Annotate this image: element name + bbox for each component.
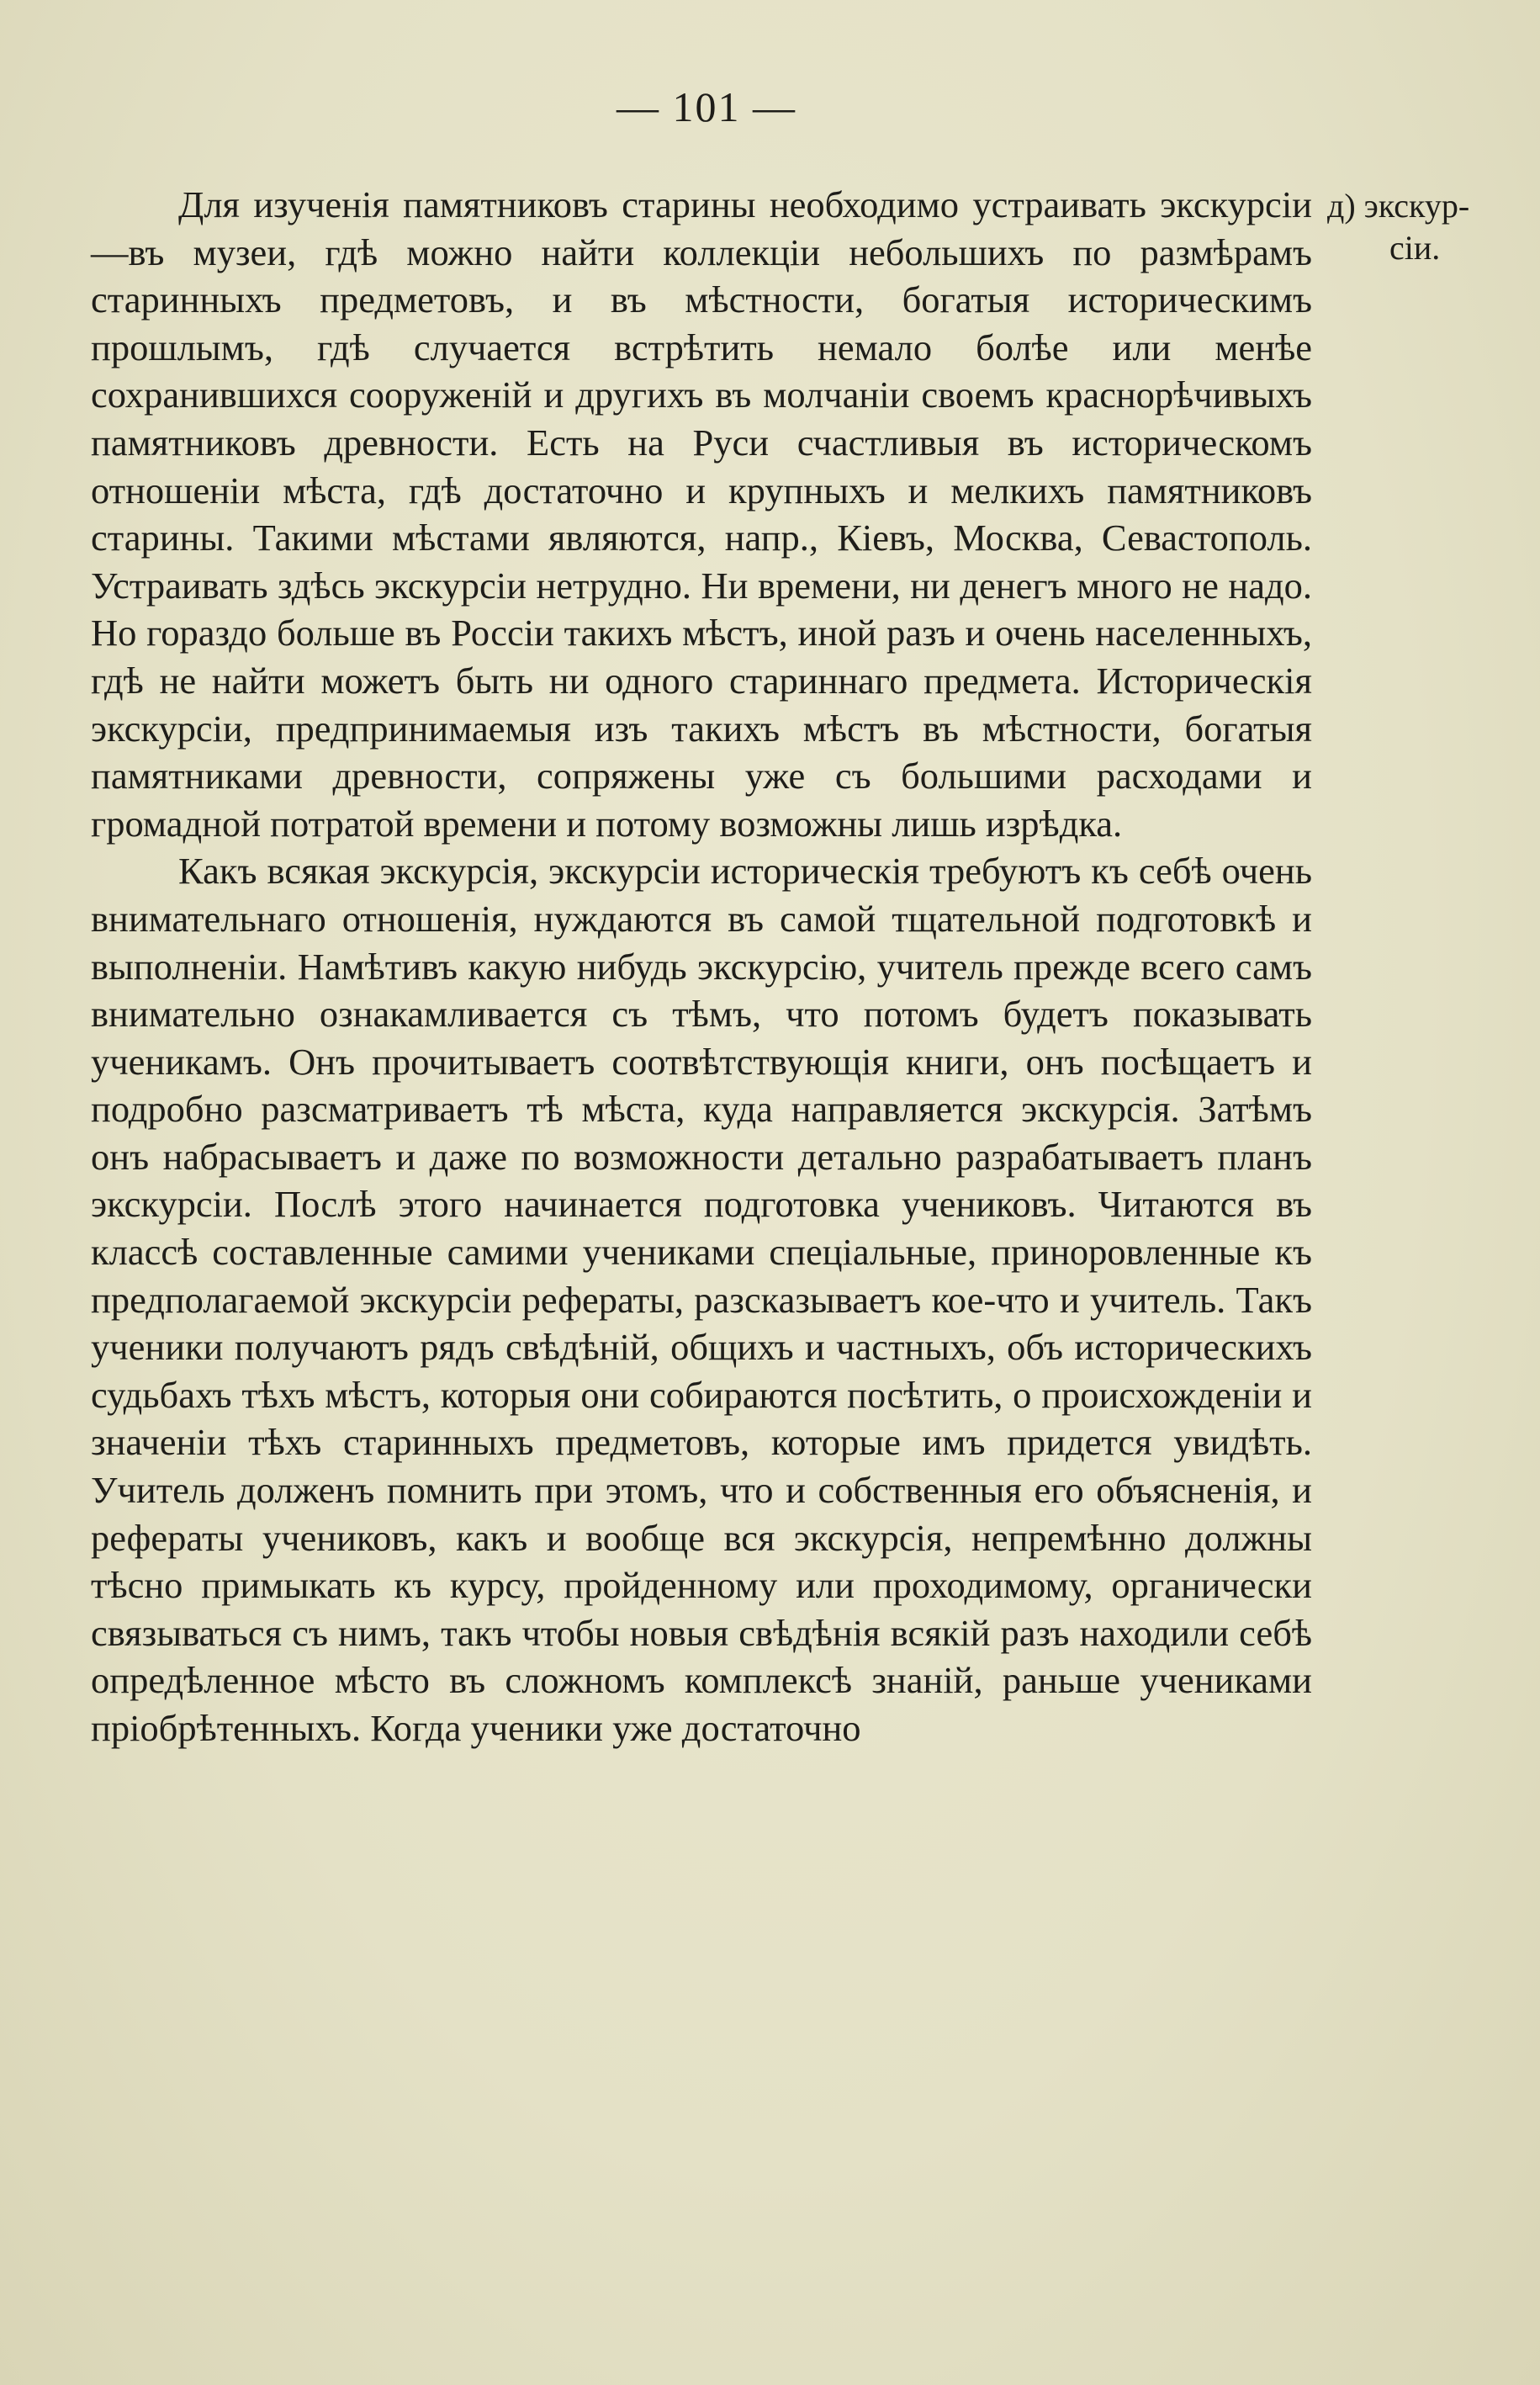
- paragraph-2: Какъ всякая экскурсія, экскурсіи историческія требуютъ къ себѣ очень внимательнаго отношенія, нуждаются въ самой тщательной подготовкѣ и выполненіи. Намѣтивъ какую нибудь экскурсію, учитель прежде всего самъ внимательно ознакамливается съ тѣмъ, что потомъ будетъ показывать ученикамъ. Онъ прочитываетъ соотвѣтствующія книги, онъ посѣщаетъ и подробно разсматриваетъ тѣ мѣста, куда направляется экскурсія. Затѣмъ онъ набрасываетъ и даже по возможности детально разрабатываетъ планъ экскурсіи. Послѣ этого начинается подготовка учениковъ. Читаются въ классѣ составленные самими учениками спеціальные, приноровленные къ предполагаемой экскурсіи рефераты, разсказываетъ кое-что и учитель. Такъ ученики получаютъ рядъ свѣдѣній, общихъ и частныхъ, объ историческихъ судьбахъ тѣхъ мѣстъ, которыя они собираются посѣтить, о происхожденіи и значеніи тѣхъ старинныхъ предметовъ, которые имъ придется увидѣть. Учитель долженъ помнить при этомъ, что и собственныя его объясненія, и рефераты учениковъ, какъ и вообще вся экскурсія, непремѣнно должны тѣсно примыкать къ курсу, пройденному или проходимому, органически связываться съ нимъ, такъ чтобы новыя свѣдѣнія всякій разъ находили себѣ опредѣленное мѣсто въ сложномъ комплексѣ знаній, раньше учениками пріобрѣтенныхъ. Когда ученики уже достаточно: [91, 850, 1312, 1749]
- page-number: — 101 —: [617, 83, 796, 130]
- margin-note: [1327, 185, 1529, 269]
- margin-note-line-2: сіи.: [1389, 229, 1441, 267]
- body-text: [91, 181, 1312, 1752]
- paragraph-1: Для изученія памятниковъ старины необходимо устраивать экскурсіи—въ музеи, гдѣ можно найти коллекціи небольшихъ по размѣрамъ старинныхъ предметовъ, и въ мѣстности, богатыя историческимъ прошлымъ, гдѣ случается встрѣтить немало болѣе или менѣе сохранившихся сооруженій и другихъ въ молчаніи своемъ краснорѣчивыхъ памятниковъ древности. Есть на Руси счастливыя въ историческомъ отношеніи мѣста, гдѣ достаточно и крупныхъ и мелкихъ памятниковъ старины. Такими мѣстами являются, напр., Кіевъ, Москва, Севастополь. Устраивать здѣсь экскурсіи нетрудно. Ни времени, ни денегъ много не надо. Но гораздо больше въ Россіи такихъ мѣстъ, иной разъ и очень населенныхъ, гдѣ не найти можетъ быть ни одного стариннаго предмета. Историческія экскурсіи, предпринимаемыя изъ такихъ мѣстъ въ мѣстности, богатыя памятниками древности, сопряжены уже съ большими расходами и громадной потратой времени и потому возможны лишь изрѣдка.: [91, 183, 1312, 845]
- margin-note-line-1: д) экскур-: [1327, 187, 1470, 225]
